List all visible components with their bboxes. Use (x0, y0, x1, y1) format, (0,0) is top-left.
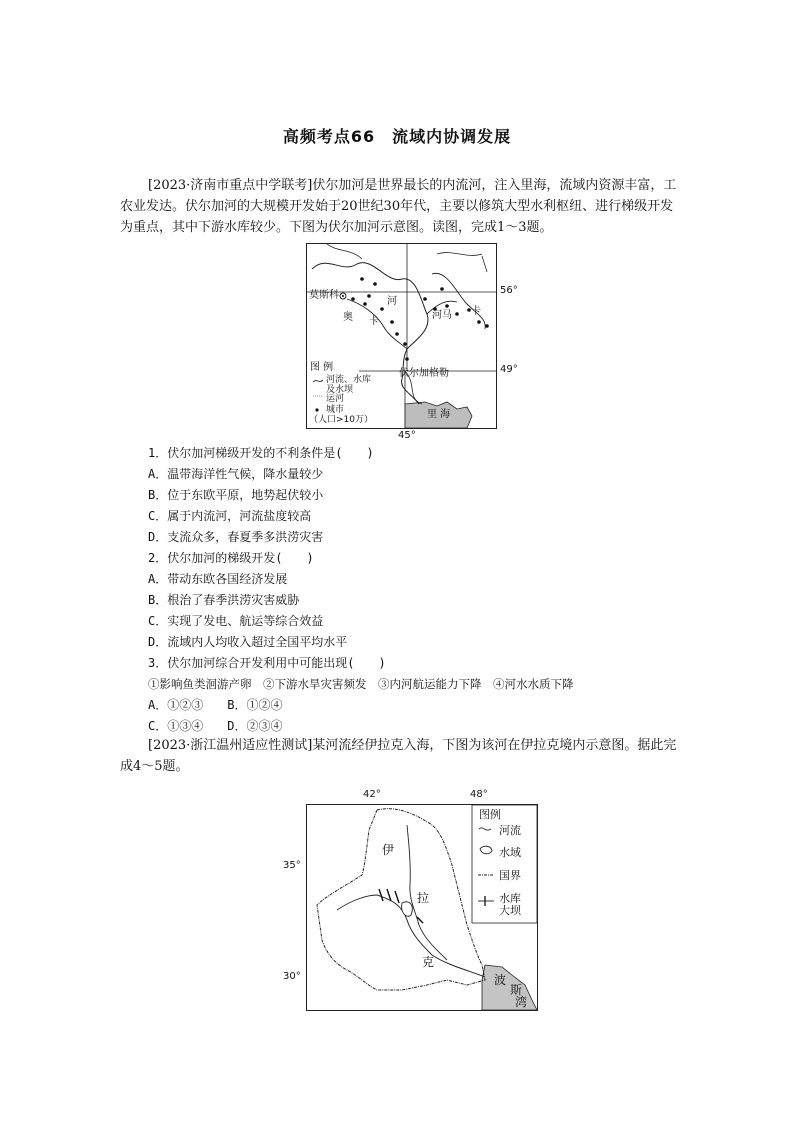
page-title: 高频考点66 流域内协调发展 (282, 127, 512, 146)
q1-option-c: C．属于内流河，河流盐度较高 (148, 509, 312, 523)
legend2-dam: 水库 (499, 892, 521, 905)
q2-option-a: A．带动东欧各国经济发展 (148, 572, 288, 586)
lon-42-label: 42° (363, 789, 381, 800)
oka-label-1: 奥 (343, 312, 353, 323)
lat-49-label: 49° (500, 364, 518, 375)
gulf-label-2: 斯 (510, 983, 523, 997)
legend2-dam-2: 大坝 (499, 904, 521, 917)
river-label: 河 (387, 296, 397, 307)
lat-35-label: 35° (283, 860, 301, 871)
gulf-label-3: 湾 (515, 995, 528, 1009)
gulf-label-1: 波 (494, 973, 507, 987)
iraq-label-3: 克 (422, 955, 435, 969)
lon-45-label: 45° (398, 430, 416, 441)
q2-option-c: C．实现了发电、航运等综合效益 (148, 614, 324, 628)
lat-30-label: 30° (283, 971, 301, 982)
passage-1: [2023·济南市重点中学联考]伏尔加河是世界最长的内流河，注入里海，流域内资源丰富，工农业发达。伏尔加河的大规模开发始于20世纪30年代，主要以修筑大型水利枢纽、进行梯级开发为重点，其中下游水库较少。下图为伏尔加河示意图。读图，完成1～3题。 (120, 178, 677, 235)
passage-2: [2023·浙江温州适应性测试]某河流经伊拉克入海，下图为该河在伊拉克境内示意图。据此完成4～5题。 (120, 738, 677, 774)
legend2-border: 国界 (499, 869, 521, 882)
q3-options-cd: C．①③④ D．②③④ (148, 719, 283, 733)
lon-48-label: 48° (470, 789, 488, 800)
legend-canal: 运河 (326, 394, 345, 404)
legend-river-2: 及水坝 (326, 385, 354, 395)
question-1: 1．伏尔加河梯级开发的不利条件是( ) (148, 446, 374, 460)
iraq-map (306, 804, 538, 1011)
legend-city: 城市 (326, 405, 345, 415)
oka-label-2: 卡 (369, 316, 379, 327)
kama-label-1: 河马 (432, 310, 452, 321)
question-3: 3．伏尔加河综合开发利用中可能出现( ) (148, 656, 386, 670)
volga-map (306, 243, 497, 429)
legend-city-2: （人口>10万） (309, 415, 373, 425)
iraq-label-1: 伊 (382, 843, 395, 857)
kama-label-2: 卡 (471, 306, 481, 317)
legend2-water: 水域 (499, 846, 521, 859)
lat-56-label: 56° (500, 285, 518, 296)
caspian-label: 里 海 (427, 409, 451, 420)
volgograd-label: 伏尔加格勒 (399, 368, 449, 379)
legend-title: 图 例 (310, 362, 334, 373)
legend-river: 河流、水库 (326, 375, 372, 385)
iraq-label-2: 拉 (417, 891, 430, 905)
q3-statements: ①影响鱼类洄游产卵 ②下游水旱灾害频发 ③内河航运能力下降 ④河水水质下降 (148, 677, 574, 691)
legend2-river: 河流 (499, 824, 521, 837)
q1-option-a: A．温带海洋性气候，降水量较少 (148, 467, 324, 481)
legend2-title: 图例 (479, 808, 501, 821)
moscow-label: 莫斯科 (309, 290, 339, 301)
q2-option-d: D．流域内人均收入超过全国平均水平 (148, 635, 348, 649)
question-2: 2．伏尔加河的梯级开发( ) (148, 551, 314, 565)
q2-option-b: B．根治了春季洪涝灾害威胁 (148, 593, 300, 607)
q1-option-d: D．支流众多，春夏季多洪涝灾害 (148, 530, 324, 544)
q1-option-b: B．位于东欧平原，地势起伏较小 (148, 488, 324, 502)
q3-options-ab: A．①②③ B．①②④ (148, 698, 283, 712)
